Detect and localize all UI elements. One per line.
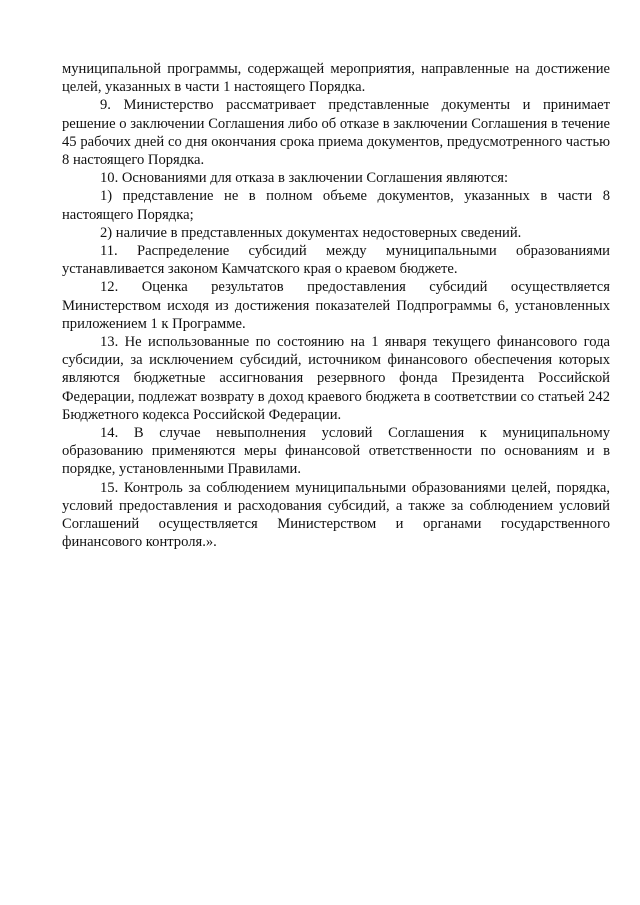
paragraph-item-11: 11. Распределение субсидий между муниципальными образованиями устанавливается законом Камчатского края о краевом бюджете.	[62, 243, 610, 278]
paragraph-continuation: муниципальной программы, содержащей мероприятия, направленные на достижение целей, указанных в части 1 настоящего Порядка.	[62, 61, 610, 96]
paragraph-item-14: 14. В случае невыполнения условий Соглашения к муниципальному образованию применяются меры финансовой ответственности по основаниям и в порядке, установленными Правилами.	[62, 425, 610, 478]
paragraph-item-15: 15. Контроль за соблюдением муниципальными образованиями целей, порядка, условий предоставления и расходования субсидий, а также за соблюдением условий Соглашений осуществляется Министерством и органами государственного финансового контроля.».	[62, 479, 610, 551]
paragraph-item-13: 13. Не использованные по состоянию на 1 января текущего финансового года субсидии, за исключением субсидий, источником финансового обеспечения которых являются бюджетные ассигнования резервного фонда Президента Российской Федерации, подлежат возврату в доход краевого бюджета в соответствии со статьей 242 Бюджетного кодекса Российской Федерации.	[62, 334, 610, 423]
paragraph-item-10: 10. Основаниями для отказа в заключении Соглашения являются:	[100, 170, 509, 187]
paragraph-item-9: 9. Министерство рассматривает представленные документы и принимает решение о заключении Соглашения либо об отказе в заключении Соглашения в течение 45 рабочих дней со дня окончания срока приема документов, предусмотренного частью 8 настоящего Порядка.	[62, 97, 610, 169]
paragraph-subitem-2: 2) наличие в представленных документах недостоверных сведений.	[100, 224, 522, 241]
paragraph-subitem-1: 1) представление не в полном объеме документов, указанных в части 8 настоящего Порядка;	[62, 188, 610, 223]
paragraph-item-12: 12. Оценка результатов предоставления субсидий осуществляется Министерством исходя из достижения показателей Подпрограммы 6, установленных приложением 1 к Программе.	[62, 279, 610, 332]
document-body	[62, 60, 610, 551]
